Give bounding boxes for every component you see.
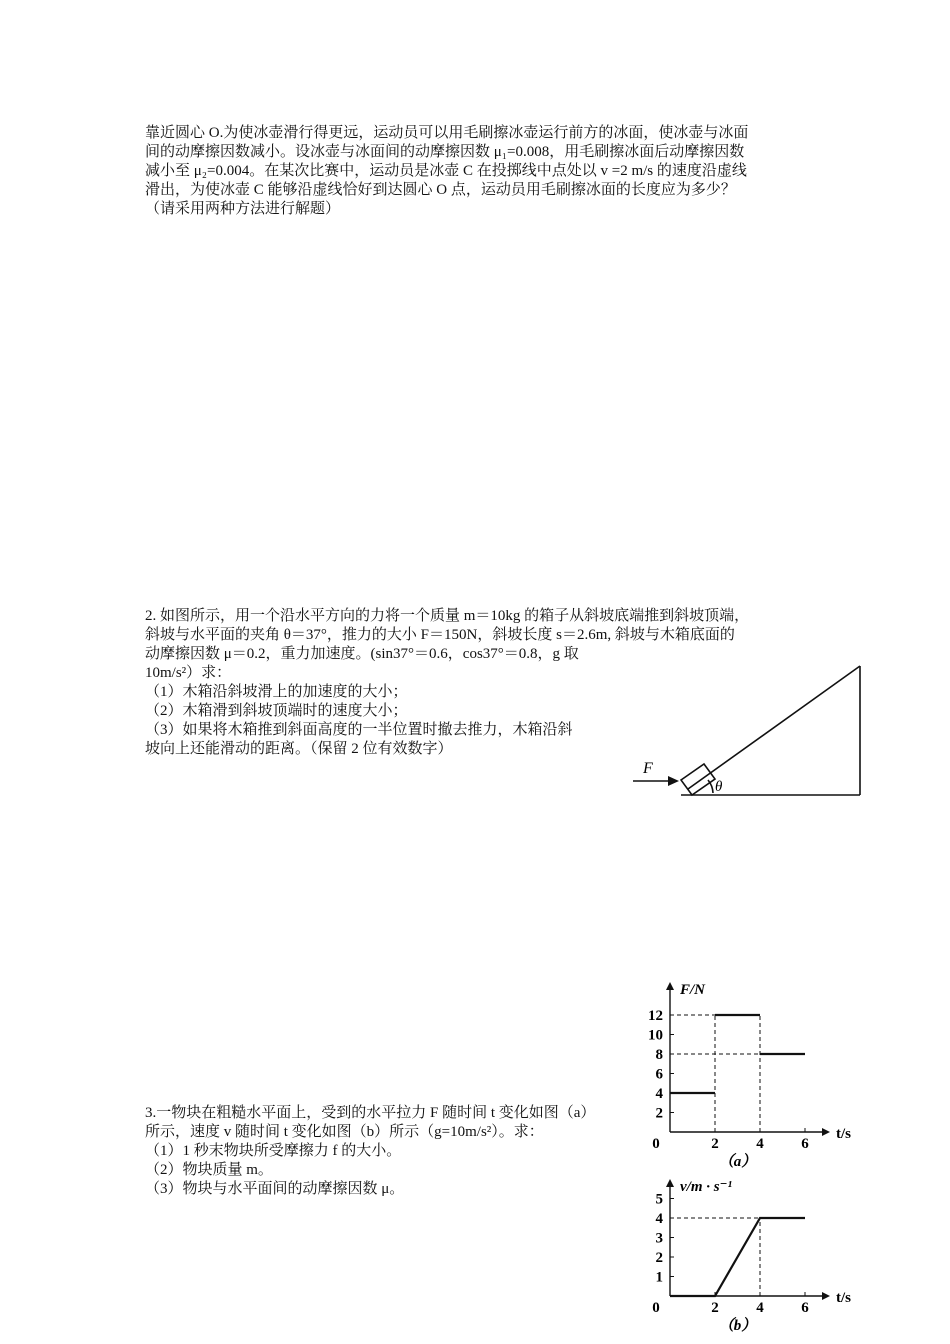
y-tick-label: 4	[655, 1211, 663, 1227]
force-label: F	[643, 760, 653, 777]
y-tick-label: 12	[648, 1008, 663, 1024]
y-axis-arrow	[666, 1179, 674, 1187]
y-tick-label: 1	[655, 1269, 663, 1286]
problem2-line: 2. 如图所示，用一个沿水平方向的力将一个质量 m＝10kg 的箱子从斜坡底端推到斜坡顶端，	[145, 608, 750, 624]
problem1-line: （请采用两种方法进行解题）	[145, 201, 341, 217]
problem3-line: （2）物块质量 m。	[145, 1162, 273, 1178]
problem1-line: 靠近圆心 O.为使冰壶滑行得更远，运动员可以用毛刷擦冰壶运行前方的冰面，使冰壶与冰面	[145, 125, 749, 141]
incline-figure	[625, 660, 865, 802]
y-axis-label: F/N	[680, 982, 706, 998]
force-arrow-head	[668, 776, 679, 786]
x-tick-label: 2	[711, 1136, 719, 1152]
problem2-line: 斜坡与水平面的夹角 θ＝37°，推力的大小 F＝150N，斜坡长度 s＝2.6m, 斜坡与木箱底面的	[145, 627, 735, 643]
origin-label: 0	[652, 1300, 660, 1316]
problem1-text	[145, 124, 815, 219]
y-axis-arrow	[666, 982, 674, 990]
angle-label: θ	[715, 779, 723, 795]
x-tick-label: 6	[801, 1136, 809, 1152]
data-line	[670, 1218, 805, 1296]
x-axis-label: t/s	[836, 1290, 851, 1306]
force-time-chart	[640, 978, 865, 1173]
incline-slope	[688, 666, 860, 789]
problem3-line: 所示，速度 v 随时间 t 变化如图（b）所示（g=10m/s²）。求：	[145, 1124, 544, 1140]
y-tick-label: 5	[655, 1191, 663, 1208]
problem3-line: 3.一物块在粗糙水平面上，受到的水平拉力 F 随时间 t 变化如图（a）	[145, 1105, 596, 1121]
velocity-time-chart	[640, 1175, 865, 1340]
problem3-line: （3）物块与水平面间的动摩擦因数 μ。	[145, 1181, 405, 1197]
y-tick-label: 10	[648, 1027, 663, 1044]
problem2-line: 坡向上还能滑动的距离。（保留 2 位有效数字）	[145, 741, 453, 757]
chart-caption: （a）	[718, 1154, 757, 1170]
wooden-box	[681, 764, 715, 795]
x-tick-label: 6	[801, 1300, 809, 1316]
y-tick-label: 8	[655, 1047, 663, 1063]
y-axis-label: v/m · s⁻¹	[680, 1179, 732, 1195]
origin-label: 0	[652, 1136, 660, 1152]
x-axis-label: t/s	[836, 1126, 851, 1142]
x-tick-label: 4	[756, 1136, 764, 1152]
problem3-text	[145, 1104, 625, 1199]
problem2-line: （1）木箱沿斜坡滑上的加速度的大小；	[145, 684, 408, 700]
problem1-line: 滑出，为使冰壶 C 能够沿虚线恰好到达圆心 O 点，运动员用毛刷擦冰面的长度应为多少？	[145, 182, 736, 198]
problem2-line: 10m/s²）求：	[145, 665, 232, 681]
problem1-line: 间的动摩擦因数减小。设冰壶与冰面间的动摩擦因数 μ₁=0.008，用毛刷擦冰面后动摩擦因数	[145, 144, 745, 160]
problem2-line: （3）如果将木箱推到斜面高度的一半位置时撤去推力，木箱沿斜	[145, 722, 573, 738]
x-tick-label: 2	[711, 1300, 719, 1316]
problem1-line: 减小至 μ₂=0.004。在某次比赛中，运动员是冰壶 C 在投掷线中点处以 v =2 m/s 的速度沿虚线	[145, 163, 747, 179]
problem3-line: （1）1 秒末物块所受摩擦力 f 的大小。	[145, 1143, 402, 1159]
y-tick-label: 2	[655, 1105, 663, 1122]
y-tick-label: 2	[655, 1250, 663, 1266]
y-tick-label: 4	[655, 1086, 663, 1102]
y-tick-label: 6	[655, 1066, 663, 1083]
y-tick-label: 3	[655, 1230, 663, 1247]
x-axis-arrow	[822, 1128, 830, 1136]
x-axis-arrow	[822, 1292, 830, 1300]
problem2-line: （2）木箱滑到斜坡顶端时的速度大小；	[145, 703, 408, 719]
problem2-line: 动摩擦因数 μ＝0.2，重力加速度。(sin37°＝0.6，cos37°＝0.8，g 取	[145, 646, 579, 662]
chart-caption: （b）	[718, 1318, 757, 1334]
x-tick-label: 4	[756, 1300, 764, 1316]
